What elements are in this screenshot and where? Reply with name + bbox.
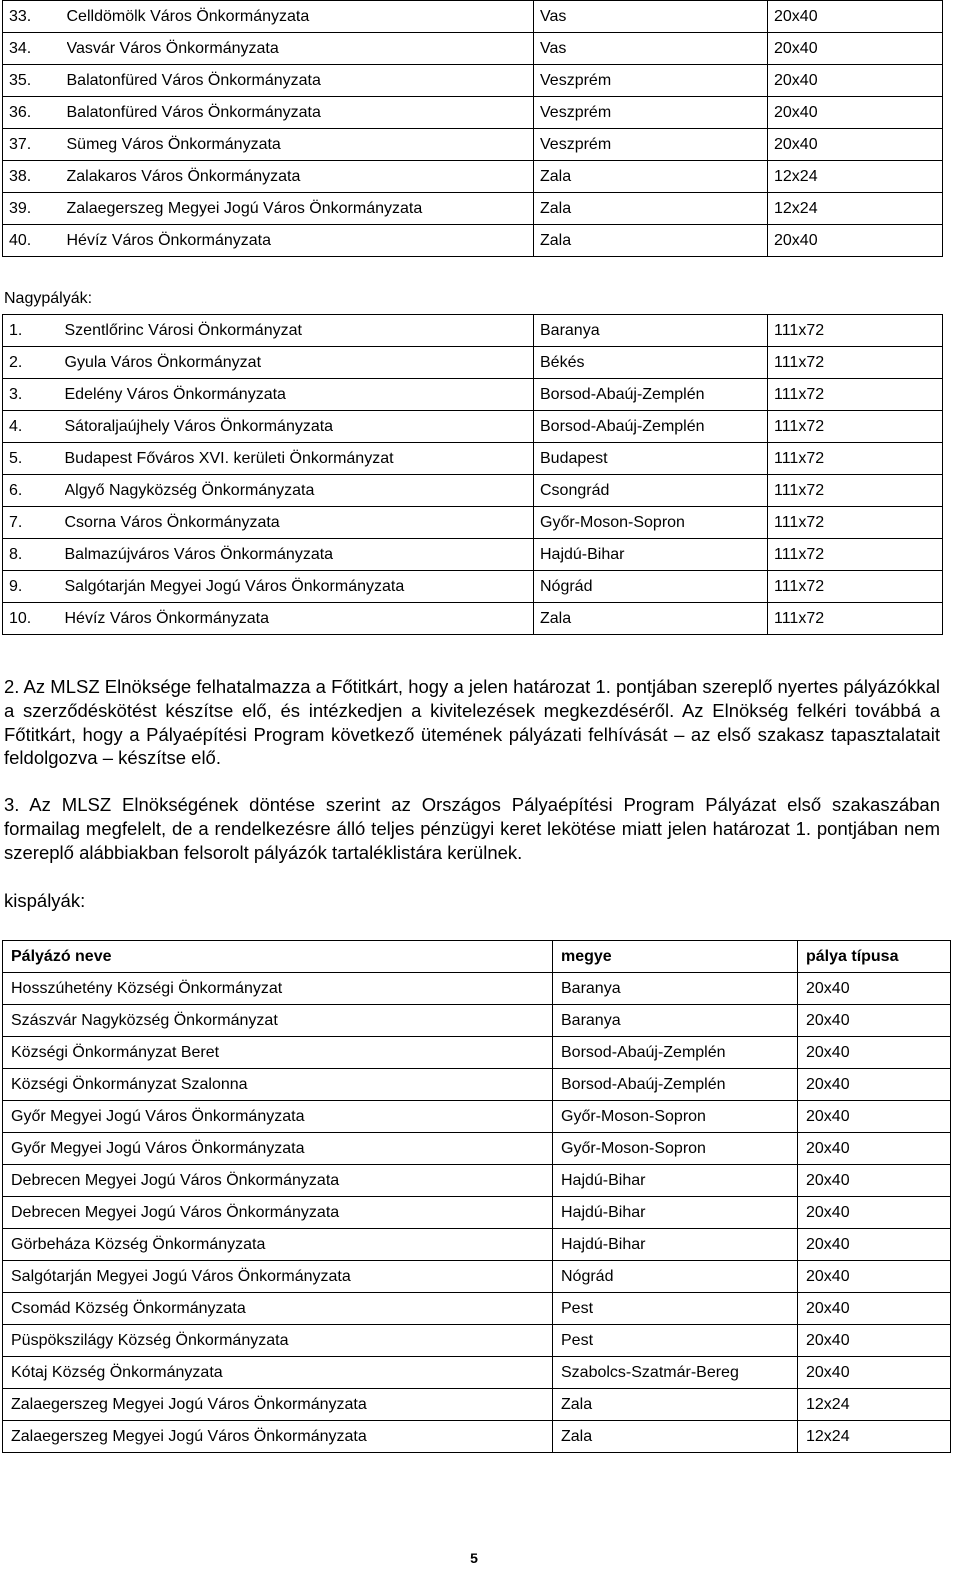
applicant-name: Csorna Város Önkormányzata [65, 507, 534, 539]
field-size: 12x24 [798, 1421, 951, 1453]
county: Szabolcs-Szatmár-Bereg [553, 1357, 798, 1389]
applicant-name: Celldömölk Város Önkormányzata [67, 1, 534, 33]
county: Győr-Moson-Sopron [553, 1101, 798, 1133]
field-size: 20x40 [798, 1101, 951, 1133]
county: Zala [553, 1389, 798, 1421]
field-size: 111x72 [768, 411, 943, 443]
table-row [3, 1261, 951, 1293]
applicant-name: Sátoraljaújhely Város Önkormányzata [65, 411, 534, 443]
table-row [3, 1165, 951, 1197]
row-number: 5. [3, 443, 65, 475]
table-row [3, 129, 943, 161]
row-number: 3. [3, 379, 65, 411]
table-header-row [3, 941, 951, 973]
county: Borsod-Abaúj-Zemplén [553, 1069, 798, 1101]
applicant-name: Görbeháza Község Önkormányzata [3, 1229, 553, 1261]
row-number: 8. [3, 539, 65, 571]
table-row [3, 379, 943, 411]
field-size: 20x40 [798, 1357, 951, 1389]
applicant-name: Edelény Város Önkormányzata [65, 379, 534, 411]
county: Hajdú-Bihar [553, 1165, 798, 1197]
resolution-point-2 [4, 675, 940, 770]
field-size: 20x40 [798, 973, 951, 1005]
table-row [3, 443, 943, 475]
applicant-name: Győr Megyei Jogú Város Önkormányzata [3, 1101, 553, 1133]
row-number: 4. [3, 411, 65, 443]
section-label-small-fields: kispályák: [4, 890, 86, 911]
table-row [3, 1, 943, 33]
county: Vas [534, 33, 768, 65]
row-number: 34. [3, 33, 67, 65]
applicant-name: Csomád Község Önkormányzata [3, 1293, 553, 1325]
paragraph-text: 2. Az MLSZ Elnöksége felhatalmazza a Főtitkárt, hogy a jelen határozat 1. pontjában szereplő nyertes pályázókkal a szerződéskötést készítse elő, és intézkedjen a kivitelezések megkezdéséről. Az Elnökség felkéri továbbá a Főtitkárt, hogy a Pályaépítési Program következő ütemének pályázati felhívását – az első szakasz tapasztalatait feldolgozva – készítse elő. [4, 676, 940, 769]
header-county: megye [553, 941, 798, 973]
field-size: 20x40 [798, 1325, 951, 1357]
table-row [3, 1325, 951, 1357]
applicant-name: Salgótarján Megyei Jogú Város Önkormányzata [65, 571, 534, 603]
section-label-large-fields: Nagypályák: [4, 290, 93, 307]
applicant-name: Debrecen Megyei Jogú Város Önkormányzata [3, 1165, 553, 1197]
table-row [3, 1133, 951, 1165]
county: Hajdú-Bihar [553, 1197, 798, 1229]
table-row [3, 33, 943, 65]
applicant-name: Zalaegerszeg Megyei Jogú Város Önkormányzata [67, 193, 534, 225]
table-row [3, 1389, 951, 1421]
applicant-name: Budapest Főváros XVI. kerületi Önkormányzat [65, 443, 534, 475]
applicant-name: Balatonfüred Város Önkormányzata [67, 65, 534, 97]
field-size: 111x72 [768, 443, 943, 475]
field-size: 20x40 [798, 1165, 951, 1197]
table-row [3, 193, 943, 225]
applicant-name: Hosszúhetény Községi Önkormányzat [3, 973, 553, 1005]
row-number: 10. [3, 603, 65, 635]
county: Zala [534, 603, 768, 635]
table-row [3, 97, 943, 129]
field-size: 20x40 [768, 1, 943, 33]
row-number: 7. [3, 507, 65, 539]
county: Budapest [534, 443, 768, 475]
applicant-name: Zalaegerszeg Megyei Jogú Város Önkormányzata [3, 1421, 553, 1453]
applicant-name: Balmazújváros Város Önkormányzata [65, 539, 534, 571]
county: Pest [553, 1293, 798, 1325]
table-row [3, 1357, 951, 1389]
table-row [3, 1101, 951, 1133]
table-row [3, 1421, 951, 1453]
field-size: 20x40 [798, 1293, 951, 1325]
page-number: 5 [470, 1550, 478, 1566]
county: Békés [534, 347, 768, 379]
table-row [3, 1229, 951, 1261]
county: Baranya [534, 315, 768, 347]
field-size: 111x72 [768, 539, 943, 571]
county: Veszprém [534, 129, 768, 161]
field-size: 20x40 [798, 1069, 951, 1101]
table-row [3, 1069, 951, 1101]
applicant-name: Hévíz Város Önkormányzata [67, 225, 534, 257]
table-row [3, 1005, 951, 1037]
field-size: 111x72 [768, 475, 943, 507]
county: Pest [553, 1325, 798, 1357]
header-field-type: pálya típusa [798, 941, 951, 973]
table-row [3, 475, 943, 507]
applicant-name: Balatonfüred Város Önkormányzata [67, 97, 534, 129]
applicant-name: Hévíz Város Önkormányzata [65, 603, 534, 635]
table-row [3, 973, 951, 1005]
applicant-name: Győr Megyei Jogú Város Önkormányzata [3, 1133, 553, 1165]
table-row [3, 1293, 951, 1325]
field-size: 20x40 [798, 1037, 951, 1069]
row-number: 35. [3, 65, 67, 97]
field-size: 20x40 [768, 33, 943, 65]
applicant-name: Gyula Város Önkormányzat [65, 347, 534, 379]
table-row [3, 65, 943, 97]
county: Nógrád [553, 1261, 798, 1293]
county: Nógrád [534, 571, 768, 603]
reserve-list-table [2, 940, 951, 1453]
field-size: 20x40 [768, 97, 943, 129]
row-number: 6. [3, 475, 65, 507]
county: Győr-Moson-Sopron [553, 1133, 798, 1165]
table-row [3, 1037, 951, 1069]
county: Zala [534, 225, 768, 257]
table-row [3, 161, 943, 193]
field-size: 12x24 [768, 193, 943, 225]
field-size: 111x72 [768, 347, 943, 379]
field-size: 20x40 [768, 129, 943, 161]
field-size: 111x72 [768, 571, 943, 603]
row-number: 40. [3, 225, 67, 257]
table-row [3, 411, 943, 443]
table-row [3, 225, 943, 257]
row-number: 9. [3, 571, 65, 603]
field-size: 12x24 [798, 1389, 951, 1421]
applicant-name: Szentlőrinc Városi Önkormányzat [65, 315, 534, 347]
row-number: 38. [3, 161, 67, 193]
table-row [3, 315, 943, 347]
county: Zala [553, 1421, 798, 1453]
applicant-name: Vasvár Város Önkormányzata [67, 33, 534, 65]
applicant-name: Zalaegerszeg Megyei Jogú Város Önkormányzata [3, 1389, 553, 1421]
field-size: 20x40 [798, 1229, 951, 1261]
county: Hajdú-Bihar [553, 1229, 798, 1261]
row-number: 1. [3, 315, 65, 347]
county: Csongrád [534, 475, 768, 507]
county: Zala [534, 193, 768, 225]
field-size: 20x40 [798, 1261, 951, 1293]
applicant-name: Sümeg Város Önkormányzata [67, 129, 534, 161]
table-row [3, 1197, 951, 1229]
row-number: 37. [3, 129, 67, 161]
field-size: 111x72 [768, 603, 943, 635]
county: Veszprém [534, 97, 768, 129]
field-size: 12x24 [768, 161, 943, 193]
winners-table-small-fields [2, 0, 943, 257]
row-number: 39. [3, 193, 67, 225]
header-applicant-name: Pályázó neve [3, 941, 553, 973]
applicant-name: Községi Önkormányzat Beret [3, 1037, 553, 1069]
field-size: 20x40 [798, 1005, 951, 1037]
row-number: 2. [3, 347, 65, 379]
applicant-name: Salgótarján Megyei Jogú Város Önkormányzata [3, 1261, 553, 1293]
county: Hajdú-Bihar [534, 539, 768, 571]
county: Zala [534, 161, 768, 193]
county: Borsod-Abaúj-Zemplén [534, 379, 768, 411]
applicant-name: Zalakaros Város Önkormányzata [67, 161, 534, 193]
table-row [3, 347, 943, 379]
field-size: 111x72 [768, 379, 943, 411]
field-size: 111x72 [768, 507, 943, 539]
winners-table-large-fields [2, 314, 943, 635]
table-row [3, 539, 943, 571]
applicant-name: Községi Önkormányzat Szalonna [3, 1069, 553, 1101]
applicant-name: Debrecen Megyei Jogú Város Önkormányzata [3, 1197, 553, 1229]
field-size: 20x40 [768, 225, 943, 257]
county: Vas [534, 1, 768, 33]
applicant-name: Kótaj Község Önkormányzata [3, 1357, 553, 1389]
county: Borsod-Abaúj-Zemplén [534, 411, 768, 443]
applicant-name: Szászvár Nagyközség Önkormányzat [3, 1005, 553, 1037]
county: Borsod-Abaúj-Zemplén [553, 1037, 798, 1069]
county: Veszprém [534, 65, 768, 97]
paragraph-text: 3. Az MLSZ Elnökségének döntése szerint az Országos Pályaépítési Program Pályázat első szakaszában formailag megfelelt, de a rendelkezésre álló teljes pénzügyi keret lekötése miatt jelen határozat 1. pontjában nem szereplő alábbiakban felsorolt pályázók tartaléklistára kerülnek. [4, 794, 940, 863]
county: Baranya [553, 973, 798, 1005]
field-size: 20x40 [798, 1197, 951, 1229]
resolution-point-3 [4, 793, 940, 864]
table-row [3, 571, 943, 603]
applicant-name: Algyő Nagyközség Önkormányzata [65, 475, 534, 507]
county: Győr-Moson-Sopron [534, 507, 768, 539]
field-size: 20x40 [798, 1133, 951, 1165]
applicant-name: Püspökszilágy Község Önkormányzata [3, 1325, 553, 1357]
field-size: 111x72 [768, 315, 943, 347]
field-size: 20x40 [768, 65, 943, 97]
county: Baranya [553, 1005, 798, 1037]
table-row [3, 603, 943, 635]
row-number: 33. [3, 1, 67, 33]
row-number: 36. [3, 97, 67, 129]
table-row [3, 507, 943, 539]
